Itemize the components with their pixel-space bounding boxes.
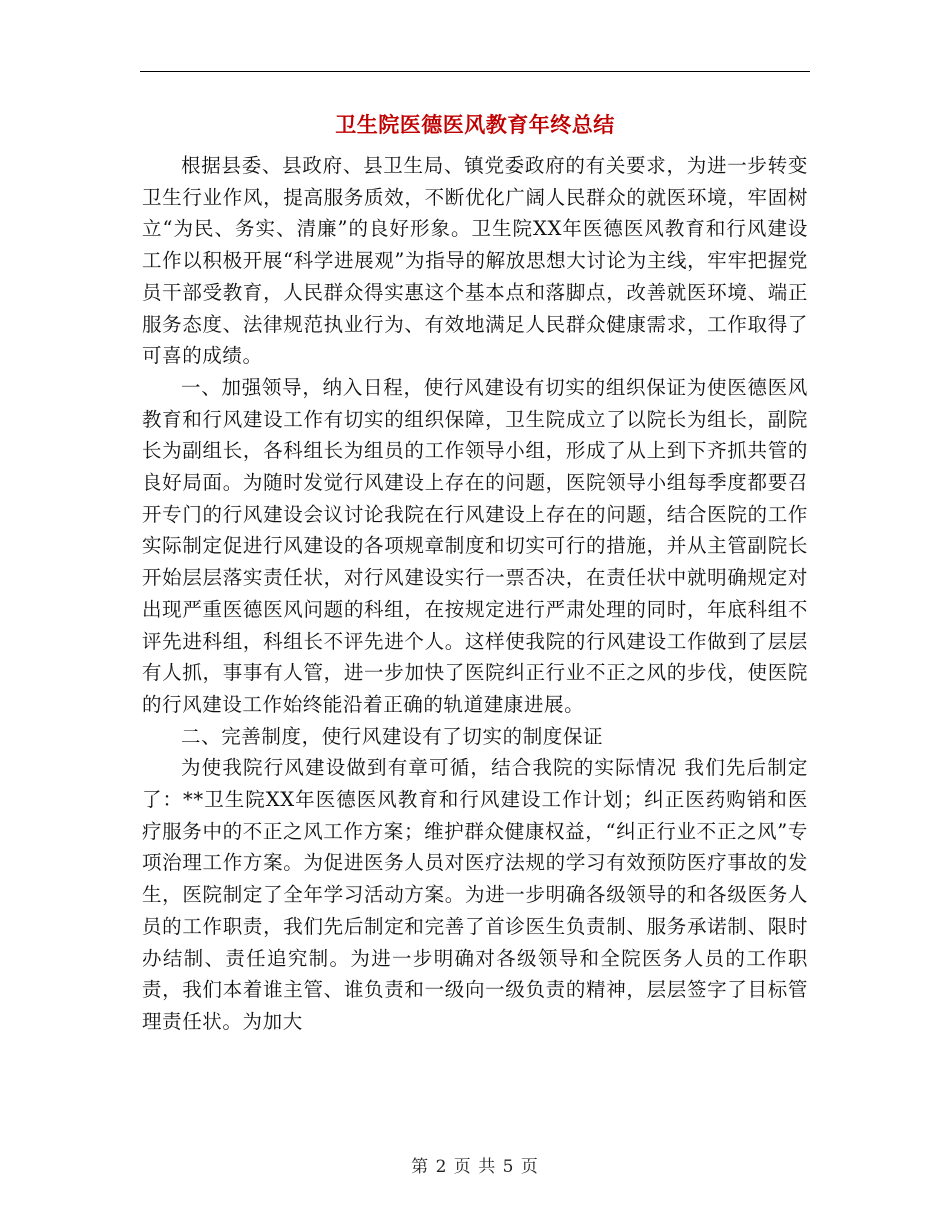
paragraph-section-1: 一、加强领导，纳入日程，使行风建设有切实的组织保证为使医德医风教育和行风建设工作有切实的组织保障，卫生院成立了以院长为组长，副院长为副组长，各科组长为组员的工作领导小组，形成了从上到下齐抓共管的良好局面。为随时发觉行风建设上存在的问题，医院领导小组每季度都要召开专门的行风建设会议讨论我院在行风建设上存在的问题，结合医院的工作实际制定促进行风建设的各项规章制度和切实可行的措施，并从主管副院长开始层层落实责任状，对行风建设实行一票否决，在责任状中就明确规定对出现严重医德医风问题的科组，在按规定进行严肃处理的同时，年底科组不评先进科组，科组长不评先进个人。这样使我院的行风建设工作做到了层层有人抓，事事有人管，进一步加快了医院纠正行业不正之风的步伐，使医院的行风建设工作始终能沿着正确的轨道建康进展。 bbox=[142, 375, 808, 716]
header-rule bbox=[140, 71, 810, 72]
paragraph-intro: 根据县委、县政府、县卫生局、镇党委政府的有关要求，为进一步转变卫生行业作风，提高服务质效，不断优化广阔人民群众的就医环境，牢固树立“为民、务实、清廉”的良好形象。卫生院XX年医德医风教育和行风建设工作以积极开展“科学进展观”为指导的解放思想大讨论为主线，牢牢把握党员干部受教育，人民群众得实惠这个基本点和落脚点，改善就医环境、端正服务态度、法律规范执业行为、有效地满足人民群众健康需求，工作取得了可喜的成绩。 bbox=[142, 154, 808, 368]
paragraph-section-2: 为使我院行风建设做到有章可循，结合我院的实际情况 我们先后制定了：**卫生院XX年医德医风教育和行风建设工作计划；纠正医药购销和医疗服务中的不正之风工作方案；维护群众健康权益，“纠正行业不正之风”专项治理工作方案。为促进医务人员对医疗法规的学习有效预防医疗事故的发生，医院制定了全年学习活动方案。为进一步明确各级领导的和各级医务人员的工作职责，我们先后制定和完善了首诊医生负责制、服务承诺制、限时办结制、责任追究制。为进一步明确对各级领导和全院医务人员的工作职责，我们本着谁主管、谁负责和一级向一级负责的精神，层层签字了目标管理责任状。为加大 bbox=[142, 756, 808, 1033]
document-title: 卫生院医德医风教育年终总结 bbox=[335, 112, 615, 137]
document-body bbox=[142, 150, 808, 1038]
section-heading-2: 二、完善制度，使行风建设有了切实的制度保证 bbox=[181, 724, 604, 748]
page-number-footer: 第 2 页 共 5 页 bbox=[411, 1157, 539, 1177]
